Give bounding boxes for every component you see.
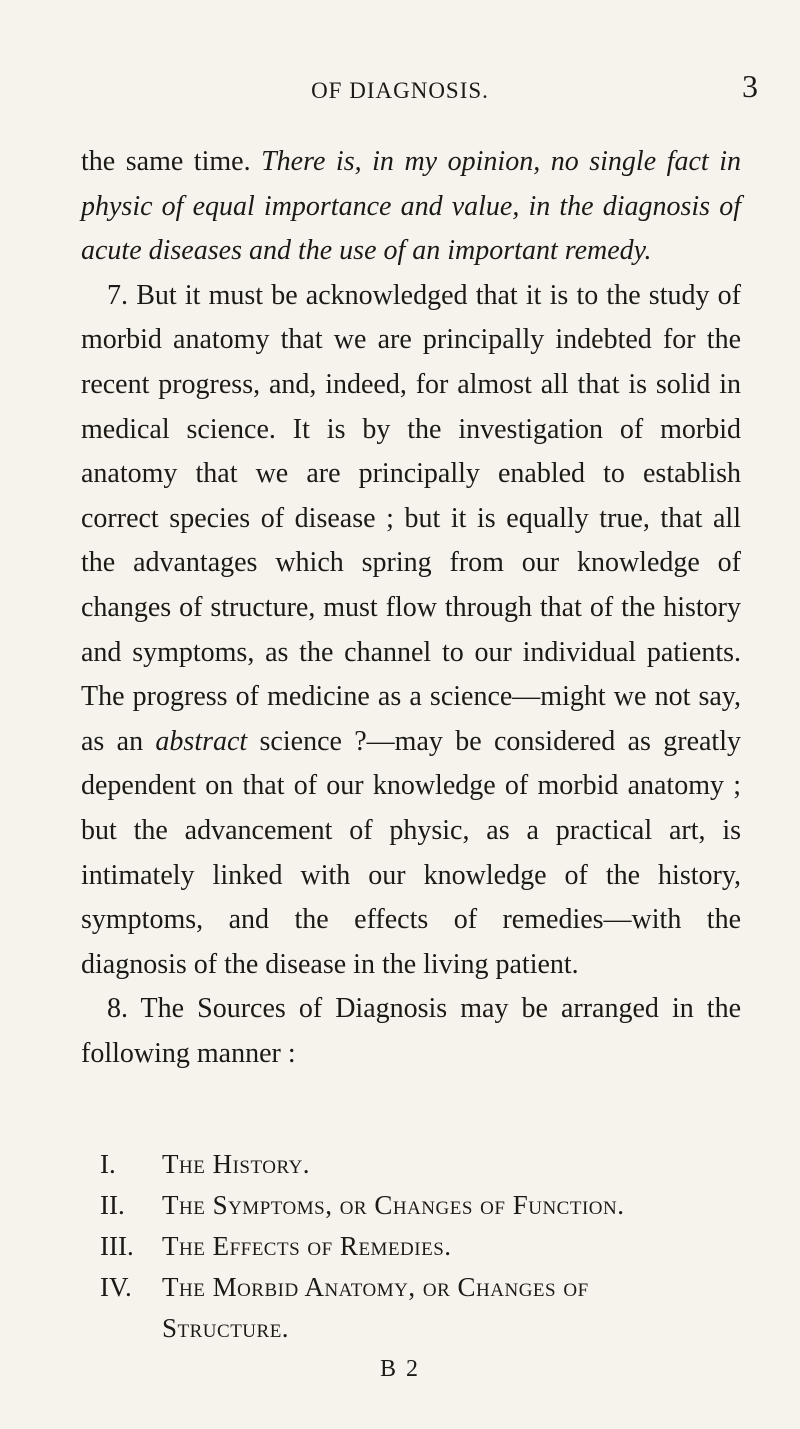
running-head: OF DIAGNOSIS. (311, 78, 489, 103)
list-numeral: II. (100, 1190, 125, 1220)
sources-list (100, 1144, 760, 1349)
paragraph-text: the same time. (81, 146, 262, 177)
list-label: The Effects of Remedies. (162, 1231, 452, 1261)
list-label: The Morbid Anatomy, or Changes of (162, 1272, 589, 1302)
list-label: Structure. (162, 1313, 290, 1343)
italic-abstract: abstract (155, 725, 248, 757)
list-numeral: IV. (100, 1272, 132, 1302)
paragraph-number: 7. (107, 279, 128, 311)
list-item-continuation (100, 1308, 760, 1349)
italic-opinion: There is, in my opinion, no single fact in physic of equal importance and value, in the diagnosis of acute diseases and the use of an important remedy. (81, 146, 741, 267)
list-numeral: I. (100, 1149, 116, 1179)
list-item (100, 1144, 760, 1185)
list-numeral: III. (100, 1231, 134, 1261)
list-item (100, 1226, 760, 1267)
paragraph-8 (81, 987, 741, 1076)
paragraph-text: But it must be acknowledged that it is to the study of morbid anatomy that we are principally indebted for the recent progress, and, indeed, for almost all that is solid in medical science. It is by the investigation of morbid anatomy that we are principally enabled to establish correct species of disease ; but it is equally true, that all the advantages which spring from our knowledge of changes of structure, must flow through that of the history and symptoms, as the channel to our individual patients. The progress of medicine as a science—might we not say, as an (81, 279, 741, 757)
paragraph-number: 8. (107, 993, 128, 1025)
list-item (100, 1267, 760, 1308)
list-label: The Symptoms, or Changes of Function. (162, 1190, 625, 1220)
body-text (81, 140, 741, 1076)
paragraph-text: The Sources of Diagnosis may be arranged in the following manner : (81, 993, 741, 1069)
list-label: The History. (162, 1149, 311, 1179)
page-number: 3 (742, 68, 758, 104)
list-item (100, 1185, 760, 1226)
paragraph-text-end: science ?—may be considered as greatly dependent on that of our knowledge of morbid anatomy ; but the advancement of physic, as a practical art, is intimately linked with our knowledge of the history, symptoms, and the effects of remedies—with the diagnosis of the disease in the living patient. (81, 725, 741, 980)
paragraph-7 (81, 274, 741, 988)
paragraph-continuation (81, 140, 741, 274)
signature-mark: B 2 (379, 1356, 420, 1382)
